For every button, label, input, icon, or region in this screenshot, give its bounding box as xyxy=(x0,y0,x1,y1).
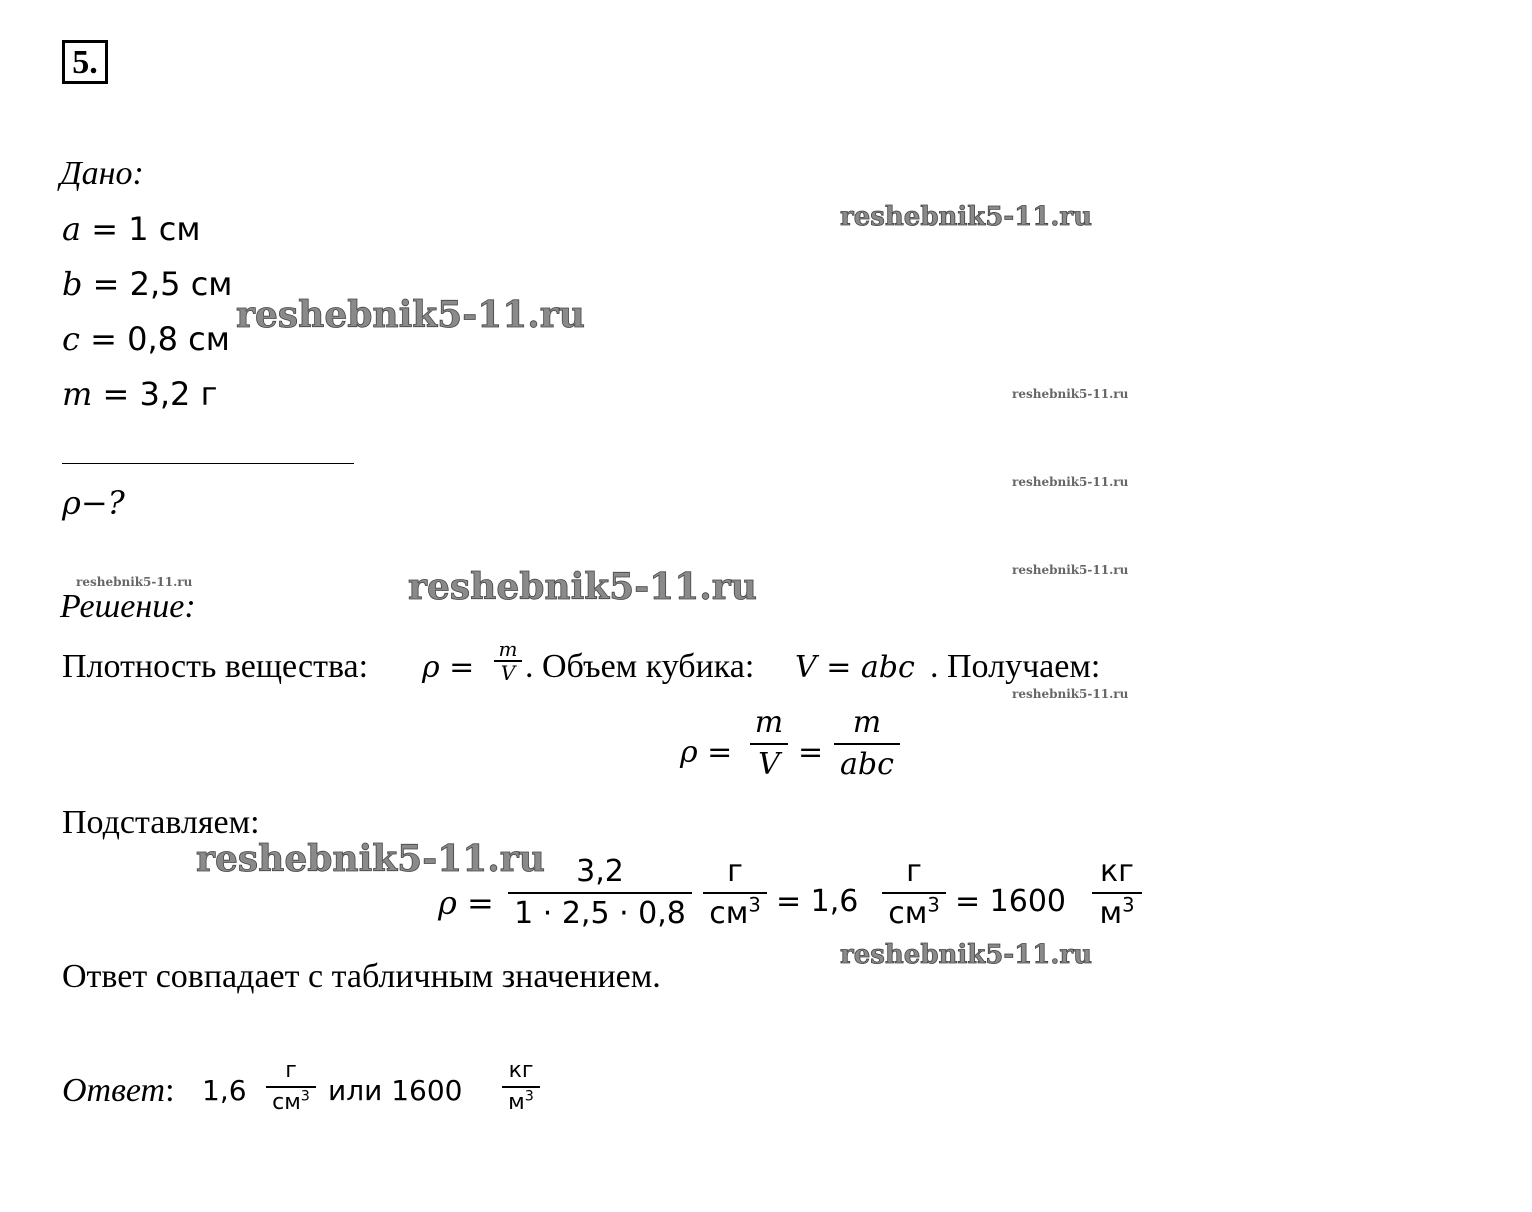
given-heading: Дано: xyxy=(60,155,144,192)
watermark: reshebnik5-11.ru xyxy=(408,566,757,608)
unit-1-num: г xyxy=(727,854,743,889)
density-text: Плотность вещества: xyxy=(62,648,369,685)
substitute-label: Подставляем: xyxy=(62,804,260,841)
formula-fraction-2 xyxy=(834,703,900,785)
calc-denominator: 1 · 2,5 · 0,8 xyxy=(514,896,686,931)
conclusion-text: Ответ совпадает с табличным значением. xyxy=(62,958,661,995)
answer-unit-2-num: кг xyxy=(508,1058,534,1083)
problem-number: 5. xyxy=(62,40,108,84)
value-m: = 3,2 г xyxy=(92,375,218,413)
answer-unit-2 xyxy=(502,1056,540,1118)
given-c xyxy=(62,320,230,358)
watermark: reshebnik5-11.ru xyxy=(76,575,193,589)
volume-formula: V = abc xyxy=(795,650,915,685)
watermark: reshebnik5-11.ru xyxy=(1012,563,1129,577)
volume-text: . Объем кубика: xyxy=(525,648,755,685)
var-b: b xyxy=(62,265,83,303)
watermark: reshebnik5-11.ru xyxy=(196,838,545,880)
density-line xyxy=(62,648,368,686)
value-a: = 1 см xyxy=(81,210,201,248)
answer-unit-1-num: г xyxy=(285,1058,297,1083)
find-rho: ρ−? xyxy=(62,484,125,522)
var-c: c xyxy=(62,320,80,358)
calc-result-1: = 1,6 xyxy=(776,884,859,919)
formula-f2-den: abc xyxy=(840,747,894,782)
unit-3-num: кг xyxy=(1100,854,1134,889)
unit-2-num: г xyxy=(906,854,922,889)
calc-unit-3 xyxy=(1092,852,1142,934)
answer-colon: : xyxy=(165,1072,175,1109)
formula-f1-den: V xyxy=(758,747,780,782)
unit-1-den: $см^3$ xyxy=(709,893,761,931)
density-fraction xyxy=(494,638,522,684)
formula-fraction-1 xyxy=(750,703,788,785)
watermark: reshebnik5-11.ru xyxy=(1012,475,1129,489)
given-b xyxy=(62,265,232,303)
formula-f1-num: m xyxy=(754,705,784,740)
formula-lhs: ρ = xyxy=(680,735,733,770)
answer-value-2: или 1600 xyxy=(328,1074,463,1107)
answer-unit-1-den: $см^3$ xyxy=(272,1088,310,1115)
calc-unit-2 xyxy=(882,852,946,934)
formula-eq: = xyxy=(798,735,824,770)
unit-2-den: $см^3$ xyxy=(888,893,940,931)
var-m: m xyxy=(62,375,93,413)
solution-heading: Решение: xyxy=(60,588,196,625)
given-divider xyxy=(62,463,354,464)
watermark: reshebnik5-11.ru xyxy=(840,940,1093,970)
formula-f2-num: m xyxy=(852,705,882,740)
calc-result-2: = 1600 xyxy=(955,884,1067,919)
fraction-denominator: V xyxy=(500,661,516,685)
get-text: . Получаем: xyxy=(930,648,1101,685)
watermark: reshebnik5-11.ru xyxy=(1012,387,1129,401)
answer-unit-2-den: $м^3$ xyxy=(508,1088,534,1115)
calc-numerator: 3,2 xyxy=(576,854,624,889)
calc-lhs: ρ = xyxy=(438,884,494,922)
watermark: reshebnik5-11.ru xyxy=(1012,687,1129,701)
var-a: a xyxy=(62,210,82,248)
fraction-numerator: m xyxy=(498,637,518,661)
answer-unit-1 xyxy=(266,1056,316,1118)
given-m xyxy=(62,375,217,413)
given-a xyxy=(62,210,201,248)
value-c: = 0,8 см xyxy=(79,320,230,358)
answer-line xyxy=(62,1072,175,1110)
watermark: reshebnik5-11.ru xyxy=(236,294,585,336)
calc-unit-1 xyxy=(703,852,767,934)
unit-3-den: $м^3$ xyxy=(1099,893,1135,931)
density-rho: ρ = xyxy=(422,650,475,685)
value-b: = 2,5 см xyxy=(82,265,233,303)
watermark: reshebnik5-11.ru xyxy=(840,202,1093,232)
answer-label: Ответ xyxy=(62,1072,166,1109)
answer-value-1: 1,6 xyxy=(202,1074,247,1107)
